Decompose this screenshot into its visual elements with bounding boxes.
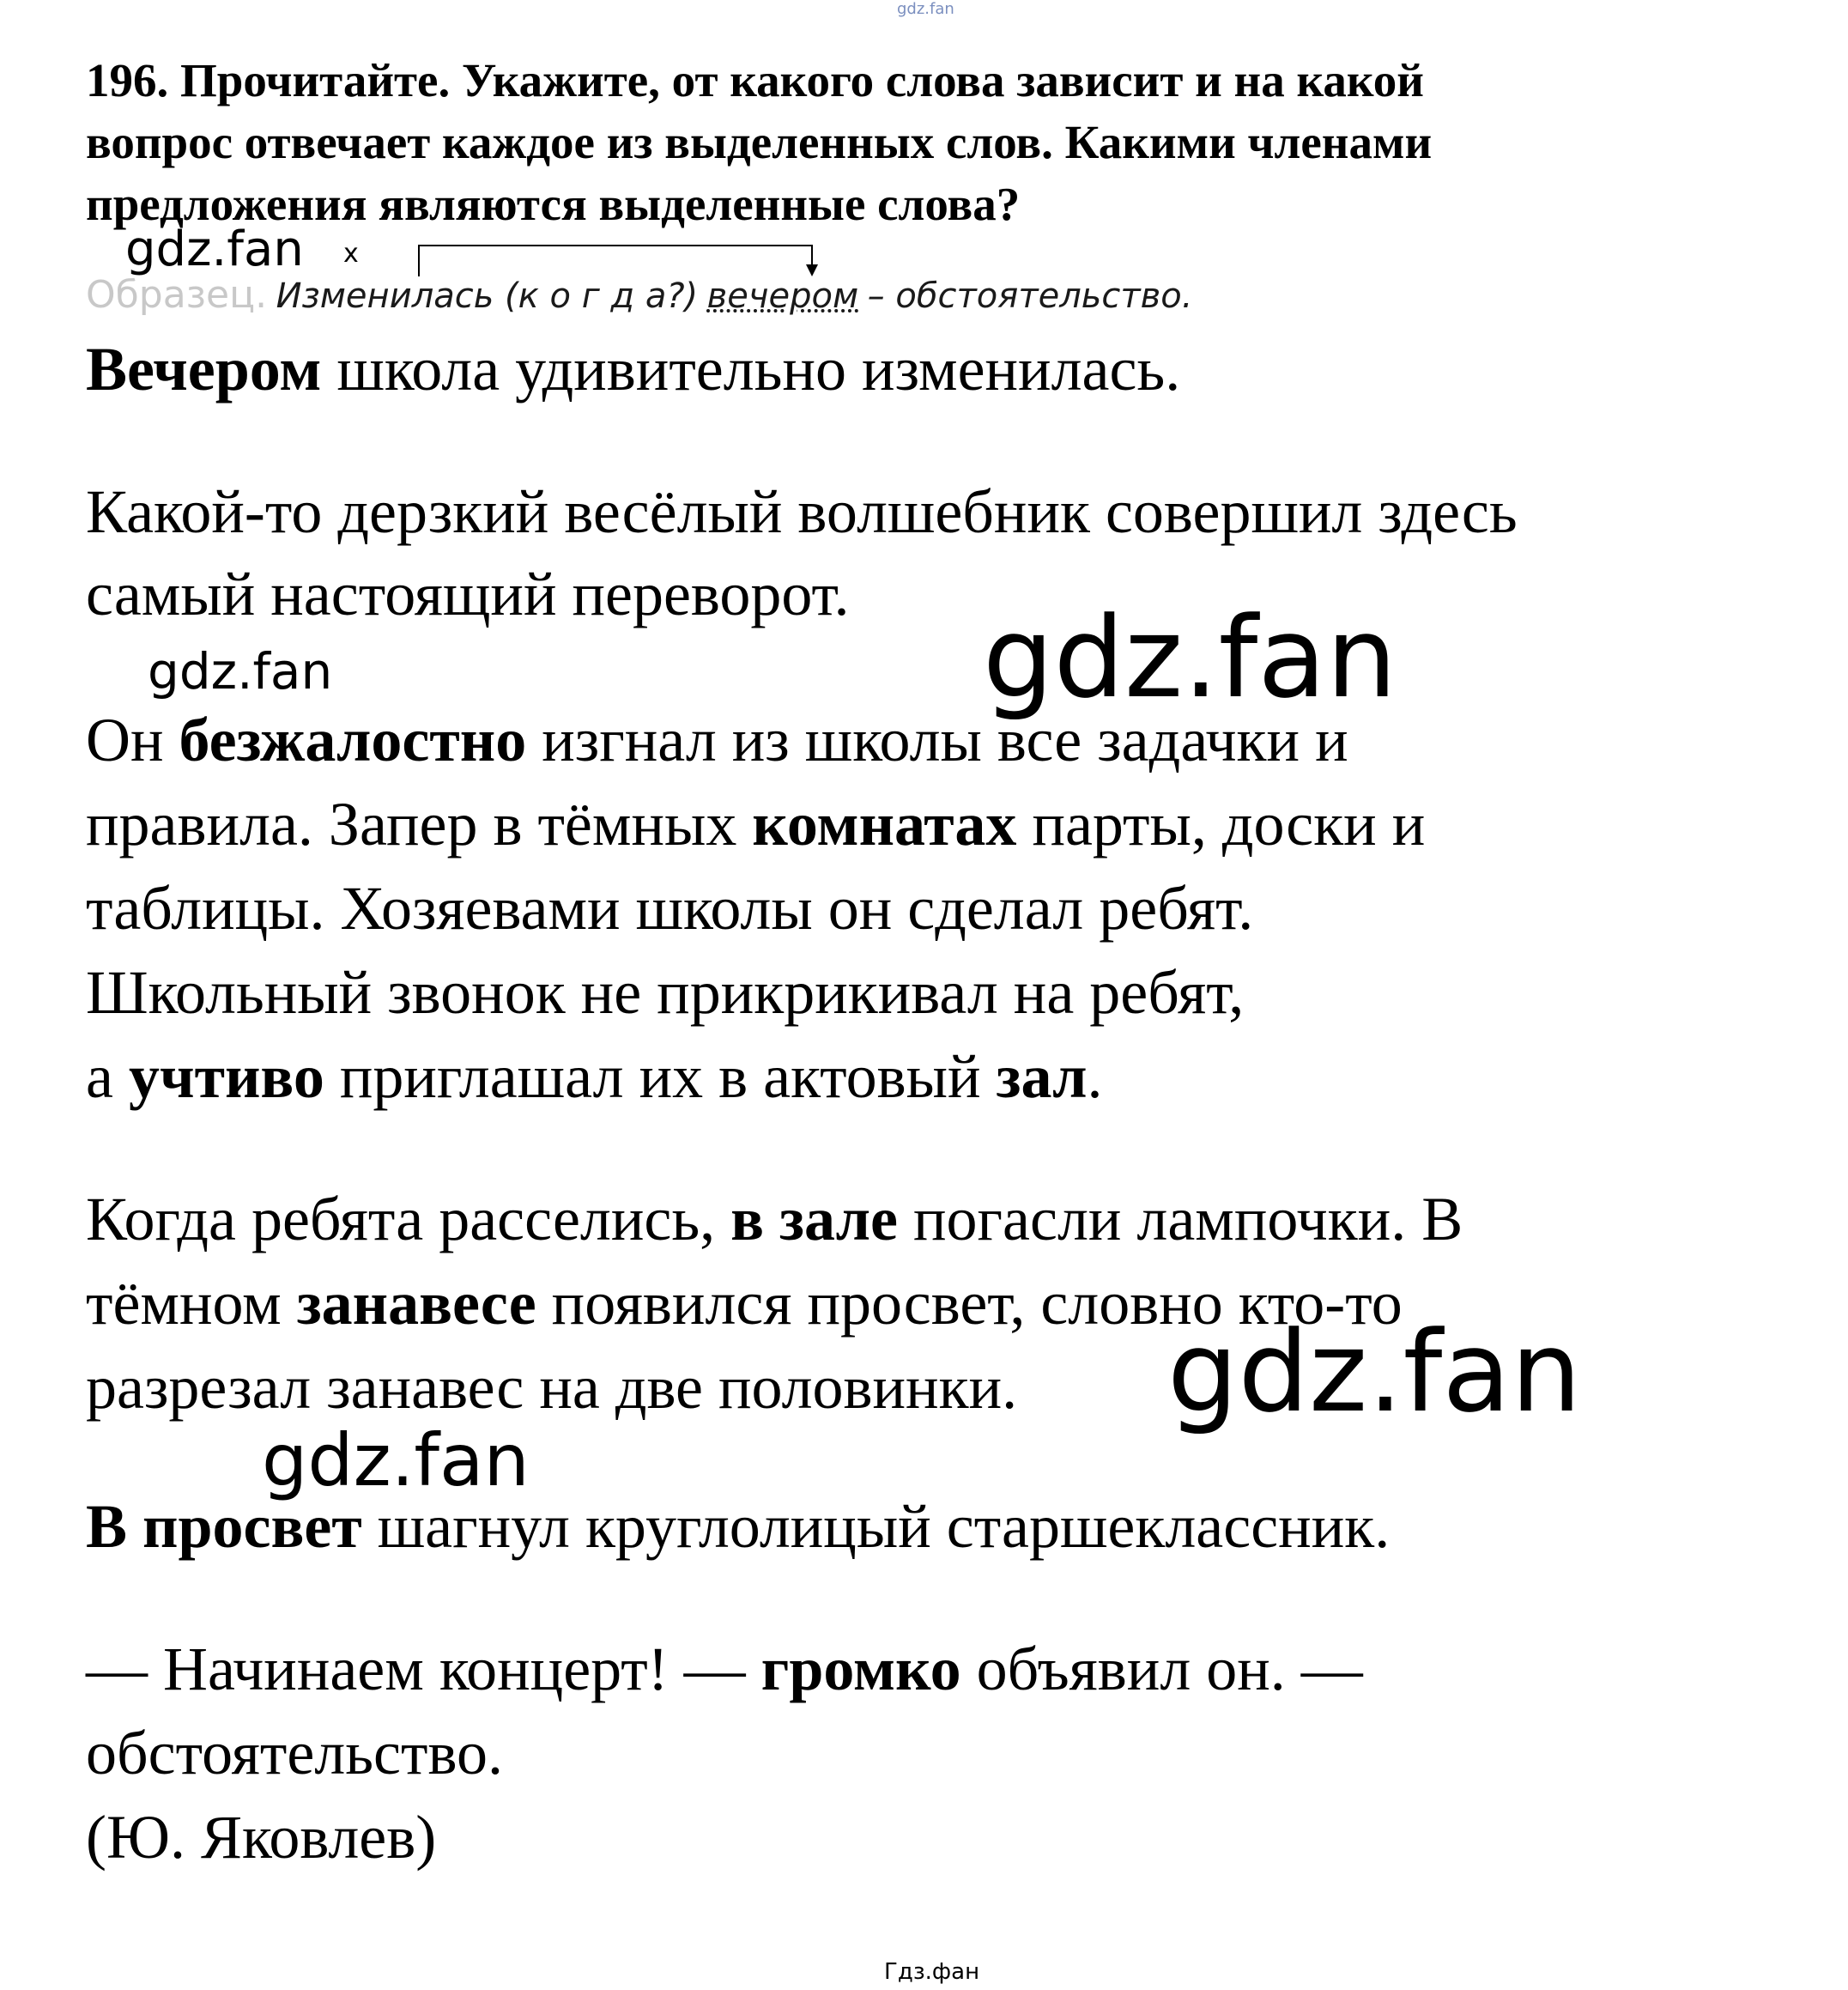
text: появился просвет, словно кто-то [536,1269,1403,1338]
paragraph-2-line-2: самый настоящий переворот. [86,560,850,628]
top-watermark: gdz.fan [897,0,954,18]
paragraph-3-line-2 [86,783,1425,865]
text: . [1087,1042,1103,1111]
paragraph-4-line-3: разрезал занавес на две половинки. [86,1353,1018,1422]
paragraph-5 [86,1485,1390,1568]
sample-label: Образец. [86,273,268,317]
highlighted-word: учтиво [128,1042,324,1111]
paragraph-4-line-1 [86,1178,1463,1260]
sample-underlined-word: вечером [706,276,859,316]
paragraph-2-line-1: Какой-то дерзкий весёлый волшебник совершил здесь [86,477,1518,546]
highlighted-word: зал [996,1042,1088,1111]
watermark-lower-large: gdz.fan [1167,1307,1582,1437]
sample-question: Изменилась (к о г д а?) [276,276,699,316]
text: изгнал из школы все задачки и [526,706,1348,774]
text: тёмном [86,1269,297,1338]
watermark-lower-small: gdz.fan [262,1418,530,1502]
highlighted-word: занавесе [296,1269,536,1338]
author-line: (Ю. Яковлев) [86,1803,437,1872]
highlighted-word: В просвет [86,1492,362,1561]
paragraph-6-line-1 [86,1628,1363,1710]
sample-answer: – обстоятельство. [867,276,1193,316]
text: погасли лампочки. В [897,1185,1463,1253]
text: объявил он. — [960,1635,1363,1703]
highlighted-word: комнатах [752,790,1017,858]
text: правила. Запер в тёмных [86,790,753,858]
paragraph-3-line-1 [86,699,1348,781]
paragraph-6-line-2: обстоятельство. [86,1719,503,1787]
paragraph-1 [86,328,1180,410]
task-line-2: вопрос отвечает каждое из выделенных слов. Какими членами [86,116,1433,168]
watermark-sample: gdz.fan [125,221,304,277]
cross-mark: x [343,239,359,269]
text: — Начинаем концерт! — [86,1635,761,1703]
highlighted-word: в зале [730,1185,898,1253]
footer-watermark: Гдз.фан [884,1959,980,1985]
text: парты, доски и [1016,790,1426,858]
watermark-mid-large: gdz.fan [983,592,1397,723]
highlighted-word: Вечером [86,335,322,403]
highlighted-word: громко [760,1635,961,1703]
text: Он [86,706,179,774]
text: Когда ребята расселись, [86,1185,731,1253]
watermark-mid-small: gdz.fan [148,642,333,701]
text: а [86,1042,129,1111]
task-line-1: 196. Прочитайте. Укажите, от какого слова зависит и на какой [86,54,1424,106]
paragraph-text: шагнул круглолицый старшеклассник. [361,1492,1391,1561]
paragraph-3-line-5 [86,1035,1103,1118]
paragraph-text: школа удивительно изменилась. [321,335,1181,403]
highlighted-word: безжалостно [179,706,527,774]
paragraph-3-line-4: Школьный звонок не прикрикивал на ребят, [86,958,1245,1027]
sample-line [86,271,1192,320]
task-line-3: предложения являются выделенные слова? [86,178,1021,230]
text: приглашал их в актовый [324,1042,997,1111]
paragraph-3-line-3: таблицы. Хозяевами школы он сделал ребят. [86,874,1254,943]
